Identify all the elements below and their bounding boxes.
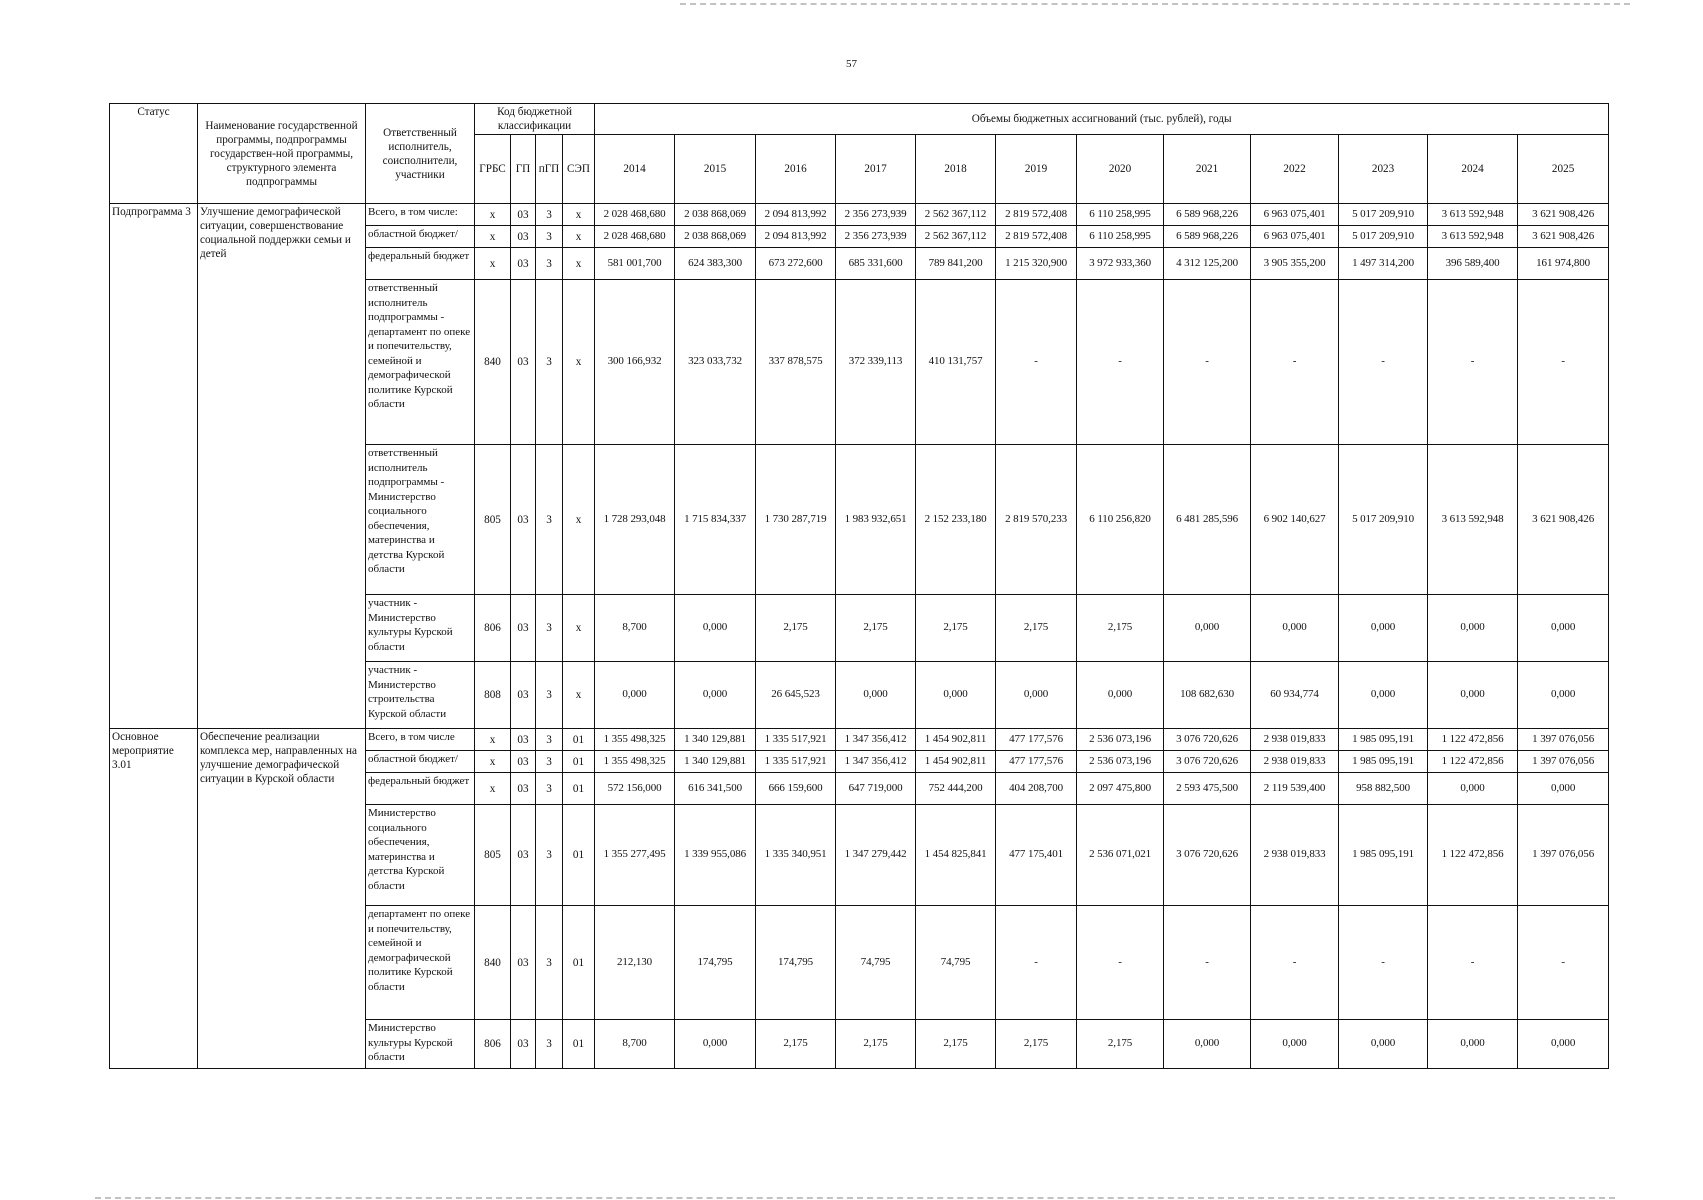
header-year: 2025 xyxy=(1518,135,1609,204)
row-value: 2 593 475,500 xyxy=(1164,773,1251,805)
row-value: 2 028 468,680 xyxy=(595,226,675,248)
row-code: 808 xyxy=(475,662,511,729)
row-value: - xyxy=(1428,280,1518,445)
row-value: 6 110 258,995 xyxy=(1077,204,1164,226)
row-value: 0,000 xyxy=(1518,662,1609,729)
row-value: 0,000 xyxy=(1339,595,1428,662)
header-year: 2017 xyxy=(836,135,916,204)
row-value: 1 985 095,191 xyxy=(1339,805,1428,906)
budget-table xyxy=(109,103,1609,1069)
table-row xyxy=(110,204,1609,226)
row-value: 2,175 xyxy=(996,595,1077,662)
row-code: 3 xyxy=(536,805,563,906)
row-value: 1 355 498,325 xyxy=(595,729,675,751)
row-code: х xyxy=(563,595,595,662)
header-year: 2019 xyxy=(996,135,1077,204)
row-value: 2,175 xyxy=(916,1020,996,1069)
row-value: 647 719,000 xyxy=(836,773,916,805)
row-value: 3 613 592,948 xyxy=(1428,445,1518,595)
row-value: 3 076 720,626 xyxy=(1164,751,1251,773)
row-value: 0,000 xyxy=(1518,773,1609,805)
row-value: 673 272,600 xyxy=(756,248,836,280)
row-value: 337 878,575 xyxy=(756,280,836,445)
row-code: 03 xyxy=(511,729,536,751)
row-value: 2,175 xyxy=(836,1020,916,1069)
row-code: 3 xyxy=(536,280,563,445)
header-year: 2024 xyxy=(1428,135,1518,204)
row-value: 3 621 908,426 xyxy=(1518,226,1609,248)
row-code: 03 xyxy=(511,773,536,805)
header-code-3: СЭП xyxy=(563,135,595,204)
row-value: 6 902 140,627 xyxy=(1251,445,1339,595)
row-code: 01 xyxy=(563,805,595,906)
row-value: 1 347 356,412 xyxy=(836,729,916,751)
row-value: 5 017 209,910 xyxy=(1339,445,1428,595)
row-value: 477 175,401 xyxy=(996,805,1077,906)
row-value: 0,000 xyxy=(1428,1020,1518,1069)
row-value: 404 208,700 xyxy=(996,773,1077,805)
row-code: 3 xyxy=(536,595,563,662)
row-value: 624 383,300 xyxy=(675,248,756,280)
row-value: - xyxy=(1518,906,1609,1020)
row-status: Подпрограмма 3 xyxy=(110,204,198,729)
row-code: 03 xyxy=(511,662,536,729)
row-value: 3 076 720,626 xyxy=(1164,729,1251,751)
row-code: 806 xyxy=(475,1020,511,1069)
row-code: 3 xyxy=(536,773,563,805)
row-code: 01 xyxy=(563,751,595,773)
row-value: 0,000 xyxy=(996,662,1077,729)
row-value: 5 017 209,910 xyxy=(1339,204,1428,226)
row-value: 0,000 xyxy=(675,662,756,729)
row-value: 410 131,757 xyxy=(916,280,996,445)
row-value: 1 355 277,495 xyxy=(595,805,675,906)
header-year: 2014 xyxy=(595,135,675,204)
row-code: 03 xyxy=(511,595,536,662)
row-value: 2,175 xyxy=(756,595,836,662)
row-code: х xyxy=(563,445,595,595)
row-program-name: Улучшение демографической ситуации, совершенствование социальной поддержки семьи и детей xyxy=(198,204,366,729)
row-value: - xyxy=(996,906,1077,1020)
row-value: 74,795 xyxy=(836,906,916,1020)
row-value: 3 621 908,426 xyxy=(1518,204,1609,226)
row-value: 685 331,600 xyxy=(836,248,916,280)
row-executor: Министерство социального обеспечения, материнства и детства Курской области xyxy=(366,805,475,906)
scan-artifact-top xyxy=(680,3,1630,5)
header-year: 2021 xyxy=(1164,135,1251,204)
row-code: 03 xyxy=(511,280,536,445)
header-budget-code: Код бюджетной классификации xyxy=(475,104,595,135)
row-value: - xyxy=(996,280,1077,445)
row-value: 958 882,500 xyxy=(1339,773,1428,805)
row-code: 01 xyxy=(563,1020,595,1069)
row-value: 1 397 076,056 xyxy=(1518,729,1609,751)
row-value: 2,175 xyxy=(916,595,996,662)
header-year: 2016 xyxy=(756,135,836,204)
row-value: 26 645,523 xyxy=(756,662,836,729)
row-code: х xyxy=(475,248,511,280)
row-value: 0,000 xyxy=(1518,595,1609,662)
row-value: 0,000 xyxy=(595,662,675,729)
row-code: х xyxy=(563,662,595,729)
row-value: 60 934,774 xyxy=(1251,662,1339,729)
row-value: 789 841,200 xyxy=(916,248,996,280)
row-code: х xyxy=(475,204,511,226)
row-value: - xyxy=(1339,906,1428,1020)
row-code: 805 xyxy=(475,445,511,595)
row-executor: участник - Министерство культуры Курской области xyxy=(366,595,475,662)
row-value: 0,000 xyxy=(1077,662,1164,729)
row-value: 2 038 868,069 xyxy=(675,226,756,248)
row-value: 2 536 073,196 xyxy=(1077,751,1164,773)
row-value: 2,175 xyxy=(996,1020,1077,1069)
row-value: 1 454 825,841 xyxy=(916,805,996,906)
row-value: 2 094 813,992 xyxy=(756,204,836,226)
row-code: 01 xyxy=(563,729,595,751)
page-number: 57 xyxy=(846,58,857,70)
row-code: 840 xyxy=(475,906,511,1020)
row-value: 6 110 258,995 xyxy=(1077,226,1164,248)
row-code: 3 xyxy=(536,204,563,226)
scan-artifact-bottom xyxy=(95,1197,1615,1199)
row-value: 572 156,000 xyxy=(595,773,675,805)
row-value: 0,000 xyxy=(1428,773,1518,805)
header-year: 2018 xyxy=(916,135,996,204)
row-code: 03 xyxy=(511,805,536,906)
row-value: 2,175 xyxy=(1077,1020,1164,1069)
row-value: 1 355 498,325 xyxy=(595,751,675,773)
row-code: 3 xyxy=(536,729,563,751)
row-code: х xyxy=(563,248,595,280)
row-value: 0,000 xyxy=(1339,1020,1428,1069)
row-value: 0,000 xyxy=(836,662,916,729)
row-code: 03 xyxy=(511,751,536,773)
header-executor: Ответственный исполнитель, соисполнители, участники xyxy=(366,104,475,204)
row-value: 2 094 813,992 xyxy=(756,226,836,248)
row-executor: областной бюджет/ xyxy=(366,751,475,773)
header-year: 2015 xyxy=(675,135,756,204)
row-value: 1 340 129,881 xyxy=(675,751,756,773)
row-value: 6 589 968,226 xyxy=(1164,204,1251,226)
row-executor: участник - Министерство строительства Курской области xyxy=(366,662,475,729)
row-value: 2 938 019,833 xyxy=(1251,805,1339,906)
row-value: 2 819 572,408 xyxy=(996,204,1077,226)
row-value: 1 347 279,442 xyxy=(836,805,916,906)
row-value: 477 177,576 xyxy=(996,729,1077,751)
row-value: 1 339 955,086 xyxy=(675,805,756,906)
row-value: 74,795 xyxy=(916,906,996,1020)
row-value: 0,000 xyxy=(1164,1020,1251,1069)
row-value: 1 730 287,719 xyxy=(756,445,836,595)
row-value: 2 038 868,069 xyxy=(675,204,756,226)
row-value: 6 481 285,596 xyxy=(1164,445,1251,595)
row-value: 1 347 356,412 xyxy=(836,751,916,773)
row-value: - xyxy=(1164,906,1251,1020)
row-value: 174,795 xyxy=(756,906,836,1020)
row-value: 1 454 902,811 xyxy=(916,729,996,751)
row-code: 3 xyxy=(536,445,563,595)
row-code: 3 xyxy=(536,248,563,280)
row-value: 2,175 xyxy=(1077,595,1164,662)
row-value: 2,175 xyxy=(836,595,916,662)
row-value: 1 335 517,921 xyxy=(756,729,836,751)
row-status: Основное мероприятие 3.01 xyxy=(110,729,198,1069)
row-value: 3 621 908,426 xyxy=(1518,445,1609,595)
row-value: - xyxy=(1251,280,1339,445)
row-code: х xyxy=(475,773,511,805)
row-value: 1 397 076,056 xyxy=(1518,751,1609,773)
row-code: 3 xyxy=(536,662,563,729)
row-value: 1 215 320,900 xyxy=(996,248,1077,280)
row-value: 2 562 367,112 xyxy=(916,204,996,226)
row-value: 2 819 570,233 xyxy=(996,445,1077,595)
row-code: 03 xyxy=(511,204,536,226)
row-code: 3 xyxy=(536,906,563,1020)
row-code: х xyxy=(563,204,595,226)
row-value: 1 335 340,951 xyxy=(756,805,836,906)
header-code-0: ГРБС xyxy=(475,135,511,204)
row-value: 1 497 314,200 xyxy=(1339,248,1428,280)
row-value: 1 335 517,921 xyxy=(756,751,836,773)
row-value: 616 341,500 xyxy=(675,773,756,805)
row-value: 4 312 125,200 xyxy=(1164,248,1251,280)
row-value: 3 905 355,200 xyxy=(1251,248,1339,280)
row-program-name: Обеспечение реализации комплекса мер, направленных на улучшение демографической ситуации в Курской области xyxy=(198,729,366,1069)
row-code: 03 xyxy=(511,445,536,595)
row-value: - xyxy=(1428,906,1518,1020)
row-value: 1 122 472,856 xyxy=(1428,805,1518,906)
row-executor: ответственный исполнитель подпрограммы - департамент по опеке и попечительству, семейной и демографической политике Курской области xyxy=(366,280,475,445)
row-value: 5 017 209,910 xyxy=(1339,226,1428,248)
row-executor: департамент по опеке и попечительству, семейной и демографической политике Курской области xyxy=(366,906,475,1020)
row-executor: Всего, в том числе: xyxy=(366,204,475,226)
header-code-1: ГП xyxy=(511,135,536,204)
row-code: 01 xyxy=(563,906,595,1020)
row-value: 396 589,400 xyxy=(1428,248,1518,280)
row-value: 2 819 572,408 xyxy=(996,226,1077,248)
row-value: 1 454 902,811 xyxy=(916,751,996,773)
row-value: - xyxy=(1251,906,1339,1020)
row-value: 174,795 xyxy=(675,906,756,1020)
row-value: - xyxy=(1164,280,1251,445)
row-value: 3 613 592,948 xyxy=(1428,226,1518,248)
row-value: 6 963 075,401 xyxy=(1251,204,1339,226)
row-executor: Всего, в том числе xyxy=(366,729,475,751)
row-code: 01 xyxy=(563,773,595,805)
header-code-2: пГП xyxy=(536,135,563,204)
row-value: 212,130 xyxy=(595,906,675,1020)
header-volumes: Объемы бюджетных ассигнований (тыс. рублей), годы xyxy=(595,104,1609,135)
row-value: - xyxy=(1077,280,1164,445)
row-value: 2 356 273,939 xyxy=(836,226,916,248)
row-value: 2 028 468,680 xyxy=(595,204,675,226)
row-value: 1 985 095,191 xyxy=(1339,729,1428,751)
row-value: 0,000 xyxy=(1251,1020,1339,1069)
header-status: Статус xyxy=(110,104,198,204)
row-value: 2 119 539,400 xyxy=(1251,773,1339,805)
row-value: 1 122 472,856 xyxy=(1428,751,1518,773)
row-value: - xyxy=(1077,906,1164,1020)
row-value: 2 938 019,833 xyxy=(1251,751,1339,773)
row-executor: Министерство культуры Курской области xyxy=(366,1020,475,1069)
row-value: 1 985 095,191 xyxy=(1339,751,1428,773)
row-executor: областной бюджет/ xyxy=(366,226,475,248)
row-value: - xyxy=(1518,280,1609,445)
row-value: 2,175 xyxy=(756,1020,836,1069)
row-code: 03 xyxy=(511,906,536,1020)
row-value: 161 974,800 xyxy=(1518,248,1609,280)
row-code: х xyxy=(563,280,595,445)
row-value: 0,000 xyxy=(675,1020,756,1069)
row-code: х xyxy=(475,729,511,751)
row-value: 0,000 xyxy=(675,595,756,662)
row-value: 8,700 xyxy=(595,595,675,662)
row-code: 806 xyxy=(475,595,511,662)
row-value: 0,000 xyxy=(1428,595,1518,662)
row-code: 03 xyxy=(511,1020,536,1069)
row-value: 1 715 834,337 xyxy=(675,445,756,595)
row-value: 6 963 075,401 xyxy=(1251,226,1339,248)
row-code: х xyxy=(563,226,595,248)
row-value: 666 159,600 xyxy=(756,773,836,805)
row-value: - xyxy=(1339,280,1428,445)
row-value: 477 177,576 xyxy=(996,751,1077,773)
row-code: 840 xyxy=(475,280,511,445)
row-value: 372 339,113 xyxy=(836,280,916,445)
row-value: 581 001,700 xyxy=(595,248,675,280)
row-value: 2 152 233,180 xyxy=(916,445,996,595)
row-code: 3 xyxy=(536,226,563,248)
row-value: 6 110 256,820 xyxy=(1077,445,1164,595)
row-value: 1 340 129,881 xyxy=(675,729,756,751)
row-value: 0,000 xyxy=(1428,662,1518,729)
row-value: 8,700 xyxy=(595,1020,675,1069)
row-code: 03 xyxy=(511,248,536,280)
header-year: 2020 xyxy=(1077,135,1164,204)
row-value: 2 938 019,833 xyxy=(1251,729,1339,751)
row-value: 2 536 071,021 xyxy=(1077,805,1164,906)
row-executor: федеральный бюджет xyxy=(366,248,475,280)
row-value: 2 356 273,939 xyxy=(836,204,916,226)
table-row xyxy=(110,729,1609,751)
row-value: 108 682,630 xyxy=(1164,662,1251,729)
row-code: 3 xyxy=(536,1020,563,1069)
row-value: 3 613 592,948 xyxy=(1428,204,1518,226)
row-value: 0,000 xyxy=(1164,595,1251,662)
row-value: 2 097 475,800 xyxy=(1077,773,1164,805)
row-code: 3 xyxy=(536,751,563,773)
row-value: 2 562 367,112 xyxy=(916,226,996,248)
row-value: 752 444,200 xyxy=(916,773,996,805)
row-value: 323 033,732 xyxy=(675,280,756,445)
row-value: 0,000 xyxy=(1339,662,1428,729)
row-code: х xyxy=(475,751,511,773)
row-value: 6 589 968,226 xyxy=(1164,226,1251,248)
row-value: 3 972 933,360 xyxy=(1077,248,1164,280)
row-value: 3 076 720,626 xyxy=(1164,805,1251,906)
row-value: 0,000 xyxy=(916,662,996,729)
row-value: 1 728 293,048 xyxy=(595,445,675,595)
header-year: 2023 xyxy=(1339,135,1428,204)
row-code: х xyxy=(475,226,511,248)
header-name: Наименование государственной программы, подпрограммы государствен-ной программы, структурного элемента подпрограммы xyxy=(198,104,366,204)
header-year: 2022 xyxy=(1251,135,1339,204)
row-value: 300 166,932 xyxy=(595,280,675,445)
row-code: 03 xyxy=(511,226,536,248)
row-value: 1 122 472,856 xyxy=(1428,729,1518,751)
row-code: 805 xyxy=(475,805,511,906)
row-value: 2 536 073,196 xyxy=(1077,729,1164,751)
row-value: 1 397 076,056 xyxy=(1518,805,1609,906)
row-value: 0,000 xyxy=(1518,1020,1609,1069)
row-executor: ответственный исполнитель подпрограммы - Министерство социального обеспечения, материнства и детства Курской области xyxy=(366,445,475,595)
row-executor: федеральный бюджет xyxy=(366,773,475,805)
row-value: 1 983 932,651 xyxy=(836,445,916,595)
row-value: 0,000 xyxy=(1251,595,1339,662)
